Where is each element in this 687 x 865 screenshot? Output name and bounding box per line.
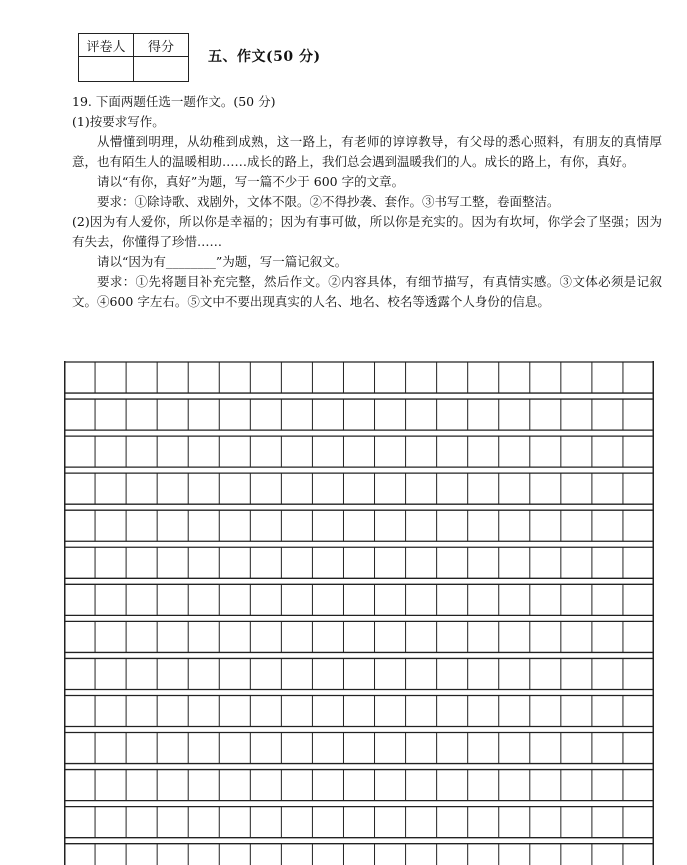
option1-prompt: 请以“有你，真好”为题，写一篇不少于 600 字的文章。 — [97, 174, 405, 189]
answer-grid-lines — [64, 361, 654, 865]
score-cell[interactable] — [134, 57, 189, 82]
question-title: 19. 下面两题任选一题作文。(50 分) — [72, 94, 276, 109]
section-title: 五、作文(50 分) — [208, 49, 321, 65]
option1-label: (1)按要求写作。 — [72, 114, 165, 129]
answer-grid[interactable] — [64, 361, 654, 865]
option1-requirements: 要求：①除诗歌、戏剧外，文体不限。②不得抄袭、套作。③书写工整，卷面整洁。 — [97, 194, 560, 209]
reviewer-label: 评卷人 — [79, 34, 134, 57]
reviewer-cell[interactable] — [79, 57, 134, 82]
option2-requirements: 要求：①先将题目补充完整，然后作文。②内容具体，有细节描写，有真情实感。③文体必须是记叙文。④600 字左右。⑤文中不要出现真实的人名、地名、校名等透露个人身份的信息。 — [72, 274, 662, 309]
score-label: 得分 — [134, 34, 189, 57]
option2-passage: (2)因为有人爱你，所以你是幸福的；因为有事可做，所以你是充实的。因为有坎坷，你学会了坚强；因为有失去，你懂得了珍惜…… — [72, 214, 662, 249]
question-block — [72, 92, 662, 312]
option1-passage: 从懵懂到明理，从幼稚到成熟，这一路上，有老师的谆谆教导，有父母的悉心照料，有朋友的真情厚意，也有陌生人的温暖相助……成长的路上，我们总会遇到温暖我们的人。成长的路上，有你，真好。 — [72, 134, 662, 169]
score-table — [78, 33, 189, 82]
option2-prompt: 请以“因为有________”为题，写一篇记叙文。 — [97, 254, 348, 269]
